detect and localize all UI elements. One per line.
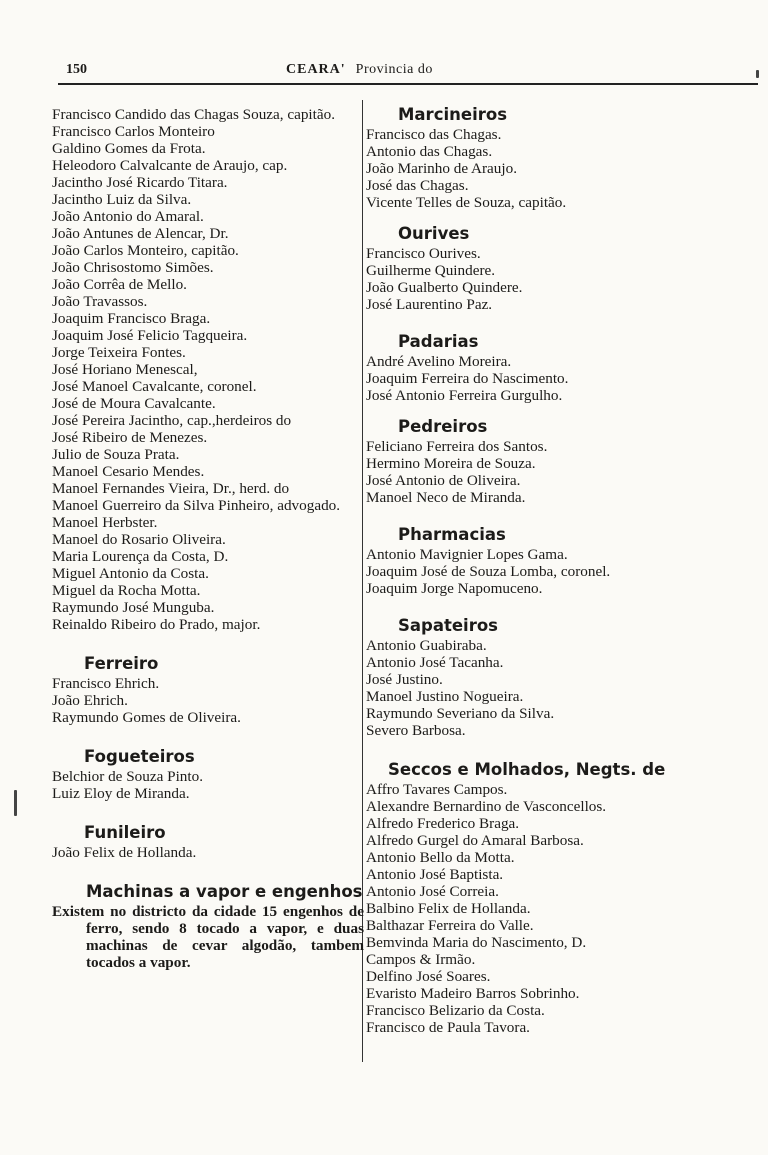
section-heading-pedreiros: Pedreiros (398, 417, 488, 436)
list-item: Manoel Cesario Mendes. (52, 463, 205, 480)
list-item: Antonio Guabiraba. (366, 637, 487, 654)
running-title-main: CEARA' (286, 62, 346, 77)
list-item: João Gualberto Quindere. (366, 279, 523, 296)
list-item: José Laurentino Paz. (366, 296, 493, 313)
list-item: André Avelino Moreira. (366, 353, 512, 370)
list-item: Francisco de Paula Tavora. (366, 1019, 530, 1036)
right-column (366, 106, 716, 1036)
list-item: Raymundo José Munguba. (52, 599, 215, 616)
list-item: Affro Tavares Campos. (366, 781, 508, 798)
list-item: Joaquim Jorge Napomuceno. (366, 580, 543, 597)
list-item: Delfino José Soares. (366, 968, 491, 985)
list-item: Joaquim José de Souza Lomba, coronel. (366, 563, 611, 580)
list-item: Galdino Gomes da Frota. (52, 140, 206, 157)
list-item: Luiz Eloy de Miranda. (52, 785, 190, 802)
list-item: Antonio das Chagas. (366, 143, 493, 160)
list-item: Francisco das Chagas. (366, 126, 502, 143)
list-item: Jacintho Luiz da Silva. (52, 191, 192, 208)
list-item: Manoel do Rosario Oliveira. (52, 531, 226, 548)
list-item: Antonio José Tacanha. (366, 654, 504, 671)
section-heading-fogueteiros: Fogueteiros (84, 747, 195, 766)
list-item: João Antunes de Alencar, Dr. (52, 225, 229, 242)
list-item: Alfredo Gurgel do Amaral Barbosa. (366, 832, 584, 849)
list-item: Antonio Bello da Motta. (366, 849, 515, 866)
header-rule (58, 83, 758, 85)
list-item: Manoel Neco de Miranda. (366, 489, 526, 506)
list-item: João Carlos Monteiro, capitão. (52, 242, 239, 259)
list-item: Campos & Irmão. (366, 951, 476, 968)
continuation-list (52, 106, 364, 633)
list-item: Antonio Mavignier Lopes Gama. (366, 546, 568, 563)
list-item: José Ribeiro de Menezes. (52, 429, 208, 446)
section-heading-machinas: Machinas a vapor e engenhos (86, 882, 363, 901)
list-item: José Pereira Jacintho, cap.,herdeiros do (52, 412, 292, 429)
list-item: Jacintho José Ricardo Titara. (52, 174, 228, 191)
list-item: Joaquim Ferreira do Nascimento. (366, 370, 569, 387)
section-heading-padarias: Padarias (398, 332, 479, 351)
list-item: Heleodoro Calvalcante de Araujo, cap. (52, 157, 288, 174)
list-item: João Felix de Hollanda. (52, 844, 197, 861)
list-item: Joaquim José Felicio Tagqueira. (52, 327, 248, 344)
list-item: Manoel Herbster. (52, 514, 158, 531)
list-item: Hermino Moreira de Souza. (366, 455, 536, 472)
list-item: Jorge Teixeira Fontes. (52, 344, 186, 361)
list-item: Evaristo Madeiro Barros Sobrinho. (366, 985, 580, 1002)
list-item: Antonio José Baptista. (366, 866, 504, 883)
list-item: Guilherme Quindere. (366, 262, 496, 279)
list-item: Julio de Souza Prata. (52, 446, 180, 463)
list-item: Francisco Candido das Chagas Souza, capitão. (52, 106, 336, 123)
section-heading-ferreiro: Ferreiro (84, 654, 159, 673)
list-item: Miguel Antonio da Costa. (52, 565, 209, 582)
list-item: Francisco Belizario da Costa. (366, 1002, 545, 1019)
section-heading-pharmacias: Pharmacias (398, 525, 506, 544)
list-item: João Ehrich. (52, 692, 128, 709)
machines-paragraph: Existem no districto da cidade 15 engenhos de ferro, sendo 8 tocado a vapor, e duas machinas de cevar algodão, tambem tocados a vapor. (52, 903, 364, 971)
list-item: Feliciano Ferreira dos Santos. (366, 438, 548, 455)
list-item: João Marinho de Araujo. (366, 160, 517, 177)
list-item: Vicente Telles de Souza, capitão. (366, 194, 567, 211)
section-heading-funileiro: Funileiro (84, 823, 166, 842)
margin-mark (14, 790, 17, 816)
list-item: Balthazar Ferreira do Valle. (366, 917, 534, 934)
list-item: João Antonio do Amaral. (52, 208, 204, 225)
margin-mark (756, 70, 759, 78)
list-item: José de Moura Cavalcante. (52, 395, 216, 412)
list-item: Balbino Felix de Hollanda. (366, 900, 531, 917)
list-item: Francisco Carlos Monteiro (52, 123, 215, 140)
list-item: José Horiano Menescal, (52, 361, 198, 378)
list-item: Francisco Ehrich. (52, 675, 160, 692)
section-heading-seccos-molhados: Seccos e Molhados, Negts. de (388, 760, 666, 779)
page-number: 150 (66, 62, 87, 77)
list-item: João Travassos. (52, 293, 148, 310)
list-item: Manoel Fernandes Vieira, Dr., herd. do (52, 480, 290, 497)
list-item: Alexandre Bernardino de Vasconcellos. (366, 798, 607, 815)
list-item: José Antonio de Oliveira. (366, 472, 521, 489)
list-item: Maria Lourença da Costa, D. (52, 548, 229, 565)
list-item: Manoel Justino Nogueira. (366, 688, 524, 705)
list-item: José das Chagas. (366, 177, 469, 194)
list-item: Raymundo Severiano da Silva. (366, 705, 555, 722)
list-item: José Manoel Cavalcante, coronel. (52, 378, 257, 395)
list-item: Manoel Guerreiro da Silva Pinheiro, advogado. (52, 497, 341, 514)
list-item: José Justino. (366, 671, 443, 688)
section-heading-marcineiros: Marcineiros (398, 105, 508, 124)
list-item: Reinaldo Ribeiro do Prado, major. (52, 616, 261, 633)
section-heading-sapateiros: Sapateiros (398, 616, 498, 635)
running-header (58, 62, 758, 84)
list-item: Severo Barbosa. (366, 722, 466, 739)
section-heading-ourives: Ourives (398, 224, 470, 243)
list-item: João Chrisostomo Simões. (52, 259, 214, 276)
left-column (52, 106, 364, 971)
list-item: Bemvinda Maria do Nascimento, D. (366, 934, 587, 951)
list-item: João Corrêa de Mello. (52, 276, 187, 293)
list-item: Joaquim Francisco Braga. (52, 310, 211, 327)
list-item: José Antonio Ferreira Gurgulho. (366, 387, 563, 404)
list-item: Miguel da Rocha Motta. (52, 582, 201, 599)
list-item: Antonio José Correia. (366, 883, 499, 900)
running-title (286, 62, 433, 78)
list-item: Alfredo Frederico Braga. (366, 815, 520, 832)
list-item: Raymundo Gomes de Oliveira. (52, 709, 241, 726)
list-item: Belchior de Souza Pinto. (52, 768, 204, 785)
list-item: Francisco Ourives. (366, 245, 481, 262)
running-title-sub: Provincia do (355, 62, 433, 77)
